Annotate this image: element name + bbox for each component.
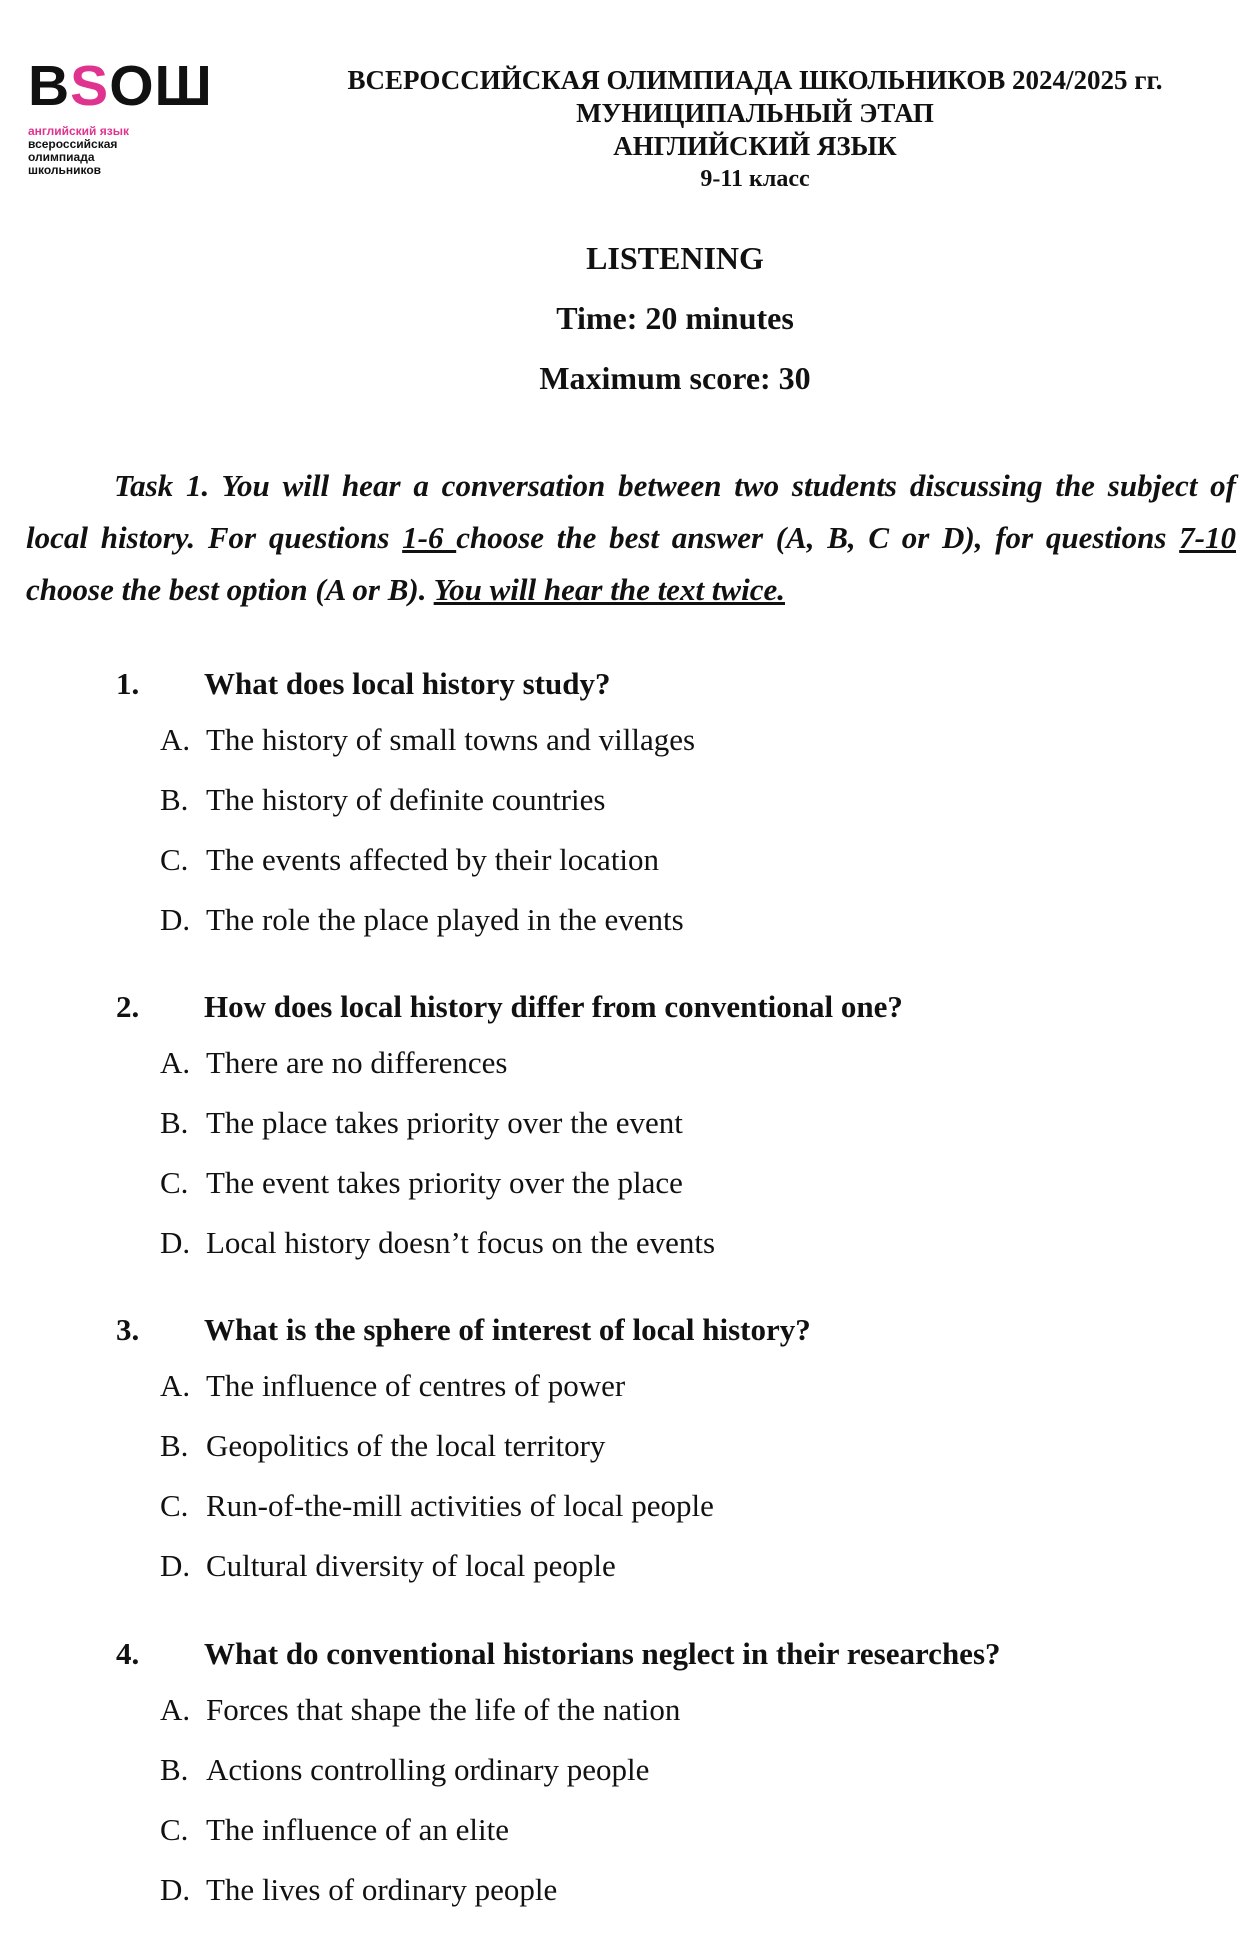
task-text-3: choose the best option (A or B). (26, 572, 434, 607)
option-text: Run-of-the-mill activities of local people (206, 1488, 714, 1523)
logo-caption (28, 125, 258, 177)
logo-letter-s: S (70, 54, 110, 118)
option-text: Local history doesn’t focus on the events (206, 1225, 716, 1260)
logo-line-1: всероссийская (28, 137, 118, 151)
task-listen-twice-note: You will hear the text twice. (433, 572, 785, 607)
option-text: The influence of an elite (206, 1812, 509, 1847)
question-number: 3. (116, 1312, 140, 1347)
stage-title: МУНИЦИПАЛЬНЫЙ ЭТАП (576, 98, 934, 128)
question-2 (0, 981, 1260, 1273)
question-text: What is the sphere of interest of local history? (204, 1312, 811, 1347)
vsosh-logo (28, 54, 258, 177)
option-d (0, 1536, 1260, 1596)
option-letter: C. (160, 1812, 189, 1847)
option-text: The lives of ordinary people (206, 1872, 558, 1907)
option-letter: B. (160, 782, 189, 817)
option-text: Forces that shape the life of the nation (206, 1692, 681, 1727)
option-c (0, 1153, 1260, 1213)
option-letter: B. (160, 1428, 189, 1463)
olympiad-title: ВСЕРОССИЙСКАЯ ОЛИМПИАДА ШКОЛЬНИКОВ 2024/2025 гг. (347, 65, 1163, 95)
option-letter: D. (160, 902, 191, 937)
section-title-block (0, 228, 1260, 408)
logo-line-3: школьников (28, 163, 102, 177)
question-text: What does local history study? (204, 666, 611, 701)
option-c (0, 1800, 1260, 1860)
option-text: The place takes priority over the event (206, 1105, 683, 1140)
task-instructions (26, 460, 1236, 616)
logo-subject: английский язык (28, 124, 129, 138)
option-d (0, 1213, 1260, 1273)
time-limit: Time: 20 minutes (556, 300, 794, 336)
logo-line-2: олимпиада (28, 150, 95, 164)
subject-title: АНГЛИЙСКИЙ ЯЗЫК (613, 131, 897, 161)
option-letter: B. (160, 1752, 189, 1787)
option-text: The event takes priority over the place (206, 1165, 683, 1200)
logo-wordmark (28, 54, 258, 118)
option-text: Cultural diversity of local people (206, 1548, 616, 1583)
option-letter: C. (160, 1488, 189, 1523)
option-d (0, 890, 1260, 950)
option-letter: D. (160, 1225, 191, 1260)
question-number: 2. (116, 989, 140, 1024)
option-b (0, 1093, 1260, 1153)
task-text-1: Task 1. You will hear a conversation between two students discussing the subject of local history. For questions (26, 468, 1236, 555)
option-letter: A. (160, 1045, 191, 1080)
option-a (0, 1033, 1260, 1093)
option-letter: D. (160, 1872, 191, 1907)
option-b (0, 770, 1260, 830)
question-1 (0, 658, 1260, 950)
option-letter: A. (160, 722, 191, 757)
question-3 (0, 1304, 1260, 1596)
option-text: The influence of centres of power (206, 1368, 626, 1403)
grade-title: 9-11 класс (700, 166, 810, 192)
question-header (0, 658, 1260, 710)
section-title: LISTENING (586, 240, 764, 276)
max-score: Maximum score: 30 (539, 360, 811, 396)
option-text: Actions controlling ordinary people (206, 1752, 650, 1787)
option-letter: A. (160, 1692, 191, 1727)
option-letter: C. (160, 842, 189, 877)
question-number: 4. (116, 1636, 140, 1671)
document-header (270, 64, 1240, 196)
question-number: 1. (116, 666, 140, 701)
option-letter: B. (160, 1105, 189, 1140)
task-range-2: 7-10 (1179, 520, 1236, 555)
option-a (0, 710, 1260, 770)
option-c (0, 830, 1260, 890)
logo-letters-osh: OШ (109, 54, 213, 118)
option-b (0, 1740, 1260, 1800)
option-letter: C. (160, 1165, 189, 1200)
option-d (0, 1860, 1260, 1920)
question-4 (0, 1628, 1260, 1920)
option-a (0, 1356, 1260, 1416)
option-letter: D. (160, 1548, 191, 1583)
option-c (0, 1476, 1260, 1536)
task-text-2: choose the best answer (A, B, C or D), for questions (456, 520, 1180, 555)
option-text: The role the place played in the events (206, 902, 684, 937)
option-text: Geopolitics of the local territory (206, 1428, 606, 1463)
option-text: The history of small towns and villages (206, 722, 696, 757)
option-b (0, 1416, 1260, 1476)
question-header (0, 1304, 1260, 1356)
option-text: The events affected by their location (206, 842, 660, 877)
option-text: The history of definite countries (206, 782, 606, 817)
question-header (0, 981, 1260, 1033)
option-letter: A. (160, 1368, 191, 1403)
question-text: What do conventional historians neglect in their researches? (204, 1636, 1001, 1671)
logo-letter-b: B (28, 54, 71, 118)
question-text: How does local history differ from conventional one? (204, 989, 903, 1024)
option-a (0, 1680, 1260, 1740)
task-range-1: 1-6 (402, 520, 457, 555)
option-text: There are no differences (206, 1045, 508, 1080)
question-header (0, 1628, 1260, 1680)
